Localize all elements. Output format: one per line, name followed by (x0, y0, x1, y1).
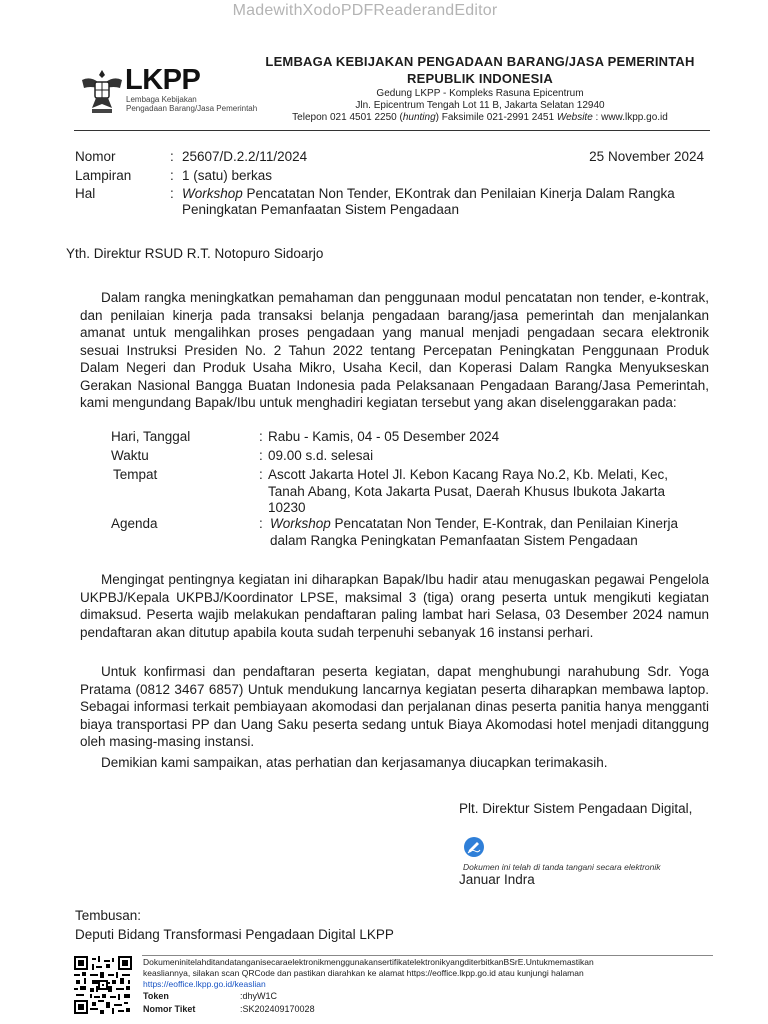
lampiran-value: 1 (satu) berkas (182, 168, 273, 183)
waktu-value: 09.00 s.d. selesai (268, 448, 374, 463)
letterhead-country: REPUBLIK INDONESIA (407, 71, 553, 86)
electronic-signature-icon (463, 836, 485, 858)
letterhead-title: LEMBAGA KEBIJAKAN PENGADAAN BARANG/JASA PEMERINTAH (265, 54, 695, 69)
tempat-value: Ascott Jakarta Hotel Jl. Kebon Kacang Raya No.2, Kb. Melati, Kec, Tanah Abang, Kota Jakarta Pusat, Daerah Khusus Ibukota Jakarta 10230 (268, 467, 668, 515)
hari-colon: : (259, 429, 263, 444)
agenda-value (270, 516, 715, 549)
waktu-label: Waktu (111, 448, 149, 463)
garuda-emblem-icon (80, 66, 124, 114)
ticket-label: Nomor Tiket (143, 1004, 196, 1014)
hal-text: Pencatatan Non Tender, EKontrak dan Penilaian Kinerja Dalam Rangka (242, 186, 675, 201)
fax-text: ) Faksimile 021-2991 2451 (435, 112, 557, 123)
hal-workshop: Workshop (182, 186, 243, 201)
signature-note: Dokumen ini telah di tanda tangani secara elektronik (463, 862, 661, 872)
logo-subtitle-2: Pengadaan Barang/Jasa Pemerintah (126, 104, 258, 113)
website-value: : www.lkpp.go.id (592, 112, 668, 123)
phone-hunting: hunting (402, 112, 436, 123)
addressee: Yth. Direktur RSUD R.T. Notopuro Sidoarjo (66, 246, 324, 261)
letterhead-building: Gedung LKPP - Kompleks Rasuna Epicentrum (376, 88, 584, 99)
watermark: MadewithXodoPDFReaderandEditor (232, 2, 498, 19)
agenda-label: Agenda (111, 516, 158, 531)
token-value: :dhyW1C (240, 991, 278, 1001)
tembusan-label: Tembusan: (75, 908, 142, 923)
lampiran-label: Lampiran (75, 168, 132, 183)
footer-note-2: keasliannya, silakan scan QRCode dan pastikan diarahkan ke alamat https://eoffice.lkpp.go.id atau kunjungi halaman (143, 968, 584, 978)
phone-text: Telepon 021 4501 2250 ( (292, 112, 403, 123)
lampiran-colon: : (170, 168, 174, 183)
letter-date: 25 November 2024 (589, 149, 704, 164)
logo-subtitle-1: Lembaga Kebijakan (126, 95, 197, 104)
lkpp-logo (80, 66, 260, 116)
paragraph-contact: Untuk konfirmasi dan pendaftaran peserta kegiatan, dapat menghubungi narahubung Sdr. Yoga Pratama (0812 3467 6857) Untuk mendukung lancarnya kegiatan peserta diharapkan membawa laptop. Sebagai informasi terkait pembiayaan akomodasi dan perjalanan dinas peserta panitia hanya mengganti biaya transportasi PP dan Uang Saku peserta sedang untuk Biaya Akomodasi hotel menjadi ditanggung oleh masing-masing instansi. (80, 664, 709, 749)
header-divider (74, 130, 710, 131)
paragraph-closing: Demikian kami sampaikan, atas perhatian dan kerjasamanya diucapkan terimakasih. (101, 755, 608, 770)
hal-label: Hal (75, 186, 96, 201)
hari-label: Hari, Tanggal (111, 429, 191, 444)
paragraph-intro: Dalam rangka meningkatkan pemahaman dan penggunaan modul pencatatan non tender, e-kontrak, dan penilaian kinerja pada transaksi belanja pengadaan barang/jasa pemerintah dan menjalankan amanat untuk mengalihkan proses pengadaan yang manual menjadi pengadaan secara elektronik sesuai Instruksi Presiden No. 2 Tahun 2022 tentang Percepatan Peningkatan Penggunaan Produk Dalam Negeri dan Produk Usaha Mikro, Usaha Kecil, dan Koperasi Dalam Rangka Menyukseskan Gerakan Nasional Bangga Buatan Indonesia pada Pelaksanaan Pengadaan Barang/Jasa Pemerintah, kami mengundang Bapak/Ibu untuk menghadiri kegiatan tersebut yang akan diselenggarakan pada: (80, 290, 709, 410)
verification-link[interactable]: https://eoffice.lkpp.go.id/keaslian (143, 979, 266, 989)
waktu-colon: : (259, 448, 263, 463)
nomor-colon: : (170, 149, 174, 164)
token-label: Token (143, 991, 169, 1001)
hari-value: Rabu - Kamis, 04 - 05 Desember 2024 (268, 429, 500, 444)
tempat-label: Tempat (113, 467, 158, 482)
paragraph-participation: Mengingat pentingnya kegiatan ini diharapkan Bapak/Ibu hadir atau menugaskan pegawai Pengelola UKPBJ/Kepala UKPBJ/Koordinator LPSE, maksimal 3 (tiga) orang peserta untuk mengikuti kegiatan dimaksud. Peserta wajib melakukan pendaftaran paling lambat hari Selasa, 03 Desember 2024 namun pendaftaran akan ditutup apabila kouta sudah terpenuhi sebanyak 16 instansi perhari. (80, 572, 709, 640)
ticket-value: :SK202409170028 (240, 1004, 315, 1014)
footer-note-1: DokumeninitelahditandatanganisecaraelektronikmenggunakansertifikatelektronikyangditerbitkanBSrE.Untukmemastikan (143, 957, 594, 967)
agenda-text-line2: dalam Rangka Peningkatan Pemanfaatan Sistem Pengadaan (270, 532, 638, 548)
lkpp-wordmark: LKPP (125, 64, 201, 96)
qr-code-icon[interactable] (74, 956, 132, 1014)
signer-title: Plt. Direktur Sistem Pengadaan Digital, (459, 801, 693, 816)
agenda-text: Pencatatan Non Tender, E-Kontrak, dan Penilaian Kinerja (330, 516, 679, 531)
nomor-label: Nomor (75, 149, 116, 164)
signer-name: Januar Indra (459, 872, 535, 887)
nomor-value: 25607/D.2.2/11/2024 (182, 149, 308, 164)
letterhead-address: Jln. Epicentrum Tengah Lot 11 B, Jakarta Selatan 12940 (355, 100, 605, 111)
agenda-colon: : (259, 516, 263, 531)
hal-value (182, 186, 712, 218)
tempat-colon: : (259, 467, 263, 482)
tembusan-item: Deputi Bidang Transformasi Pengadaan Digital LKPP (75, 927, 394, 942)
agenda-workshop: Workshop (270, 516, 331, 531)
letterhead-contact (250, 112, 710, 123)
hal-text-line2: Peningkatan Pemanfaatan Sistem Pengadaan (182, 202, 459, 217)
footer-divider (142, 955, 713, 956)
website-label: Website (556, 112, 593, 123)
hal-colon: : (170, 186, 174, 201)
